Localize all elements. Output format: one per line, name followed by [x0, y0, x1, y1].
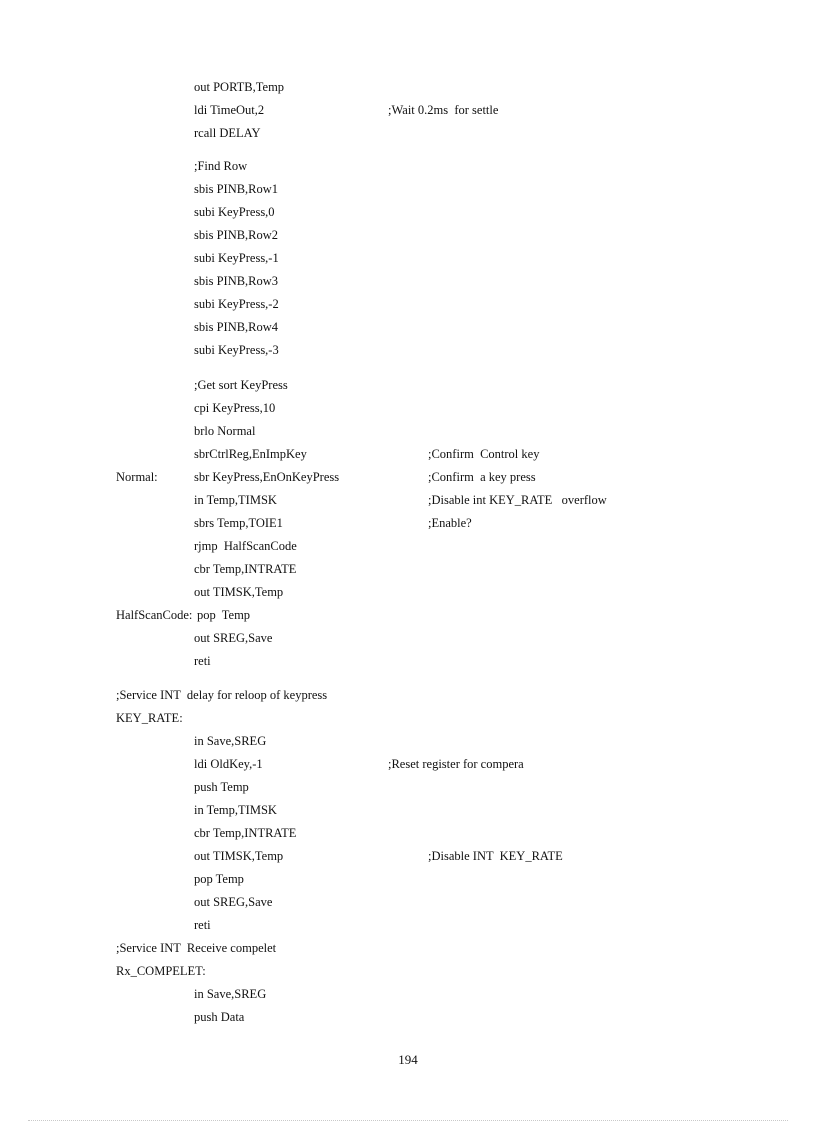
- code-instruction: reti: [194, 918, 211, 932]
- code-comment: ;Enable?: [428, 516, 472, 530]
- code-instruction: reti: [194, 654, 211, 668]
- code-comment: ;Confirm Control key: [428, 447, 540, 461]
- footer-divider: [28, 1120, 788, 1121]
- code-comment: ;Disable int KEY_RATE overflow: [428, 493, 607, 507]
- code-instruction: out PORTB,Temp: [194, 80, 285, 94]
- page-number: 194: [398, 1052, 418, 1067]
- code-instruction: ldi TimeOut,2: [194, 103, 265, 117]
- code-instruction: sbrCtrlReg,EnImpKey: [194, 447, 307, 461]
- code-instruction: subi KeyPress,-2: [194, 297, 279, 311]
- code-instruction: out TIMSK,Temp: [194, 849, 284, 863]
- code-comment: ;Get sort KeyPress: [194, 378, 288, 392]
- code-instruction: out SREG,Save: [194, 895, 273, 909]
- code-instruction: sbis PINB,Row3: [194, 274, 279, 288]
- code-instruction: rjmp HalfScanCode: [194, 539, 297, 553]
- code-comment: ;Confirm a key press: [428, 470, 536, 484]
- code-instruction: rcall DELAY: [194, 126, 261, 140]
- code-instruction: push Data: [194, 1010, 245, 1024]
- code-instruction: subi KeyPress,-1: [194, 251, 279, 265]
- code-label: ;Service INT Receive compelet: [116, 941, 277, 955]
- code-instruction: sbis PINB,Row1: [194, 182, 279, 196]
- code-comment: ;Wait 0.2ms for settle: [388, 103, 499, 117]
- code-instruction: pop Temp: [197, 608, 251, 622]
- code-comment: ;Disable INT KEY_RATE: [428, 849, 563, 863]
- code-instruction: push Temp: [194, 780, 249, 794]
- code-instruction: subi KeyPress,-3: [194, 343, 279, 357]
- code-instruction: cbr Temp,INTRATE: [194, 562, 297, 576]
- code-instruction: subi KeyPress,0: [194, 205, 275, 219]
- code-instruction: brlo Normal: [194, 424, 256, 438]
- code-instruction: ldi OldKey,-1: [194, 757, 263, 771]
- code-instruction: sbrs Temp,TOIE1: [194, 516, 283, 530]
- code-label: Normal:: [116, 470, 158, 484]
- code-instruction: sbis PINB,Row4: [194, 320, 279, 334]
- code-instruction: sbis PINB,Row2: [194, 228, 279, 242]
- code-instruction: cpi KeyPress,10: [194, 401, 276, 415]
- code-instruction: pop Temp: [194, 872, 244, 886]
- code-instruction: in Save,SREG: [194, 987, 267, 1001]
- code-instruction: in Temp,TIMSK: [194, 803, 277, 817]
- code-comment: ;Find Row: [194, 159, 248, 173]
- code-label: HalfScanCode:: [116, 608, 193, 622]
- code-label: KEY_RATE:: [116, 711, 183, 725]
- code-instruction: out SREG,Save: [194, 631, 273, 645]
- code-instruction: out TIMSK,Temp: [194, 585, 284, 599]
- code-label: Rx_COMPELET:: [116, 964, 206, 978]
- code-instruction: sbr KeyPress,EnOnKeyPress: [194, 470, 340, 484]
- code-instruction: in Save,SREG: [194, 734, 267, 748]
- code-comment: ;Reset register for compera: [388, 757, 524, 771]
- code-instruction: cbr Temp,INTRATE: [194, 826, 297, 840]
- code-label: ;Service INT delay for reloop of keypress: [116, 688, 328, 702]
- code-instruction: in Temp,TIMSK: [194, 493, 277, 507]
